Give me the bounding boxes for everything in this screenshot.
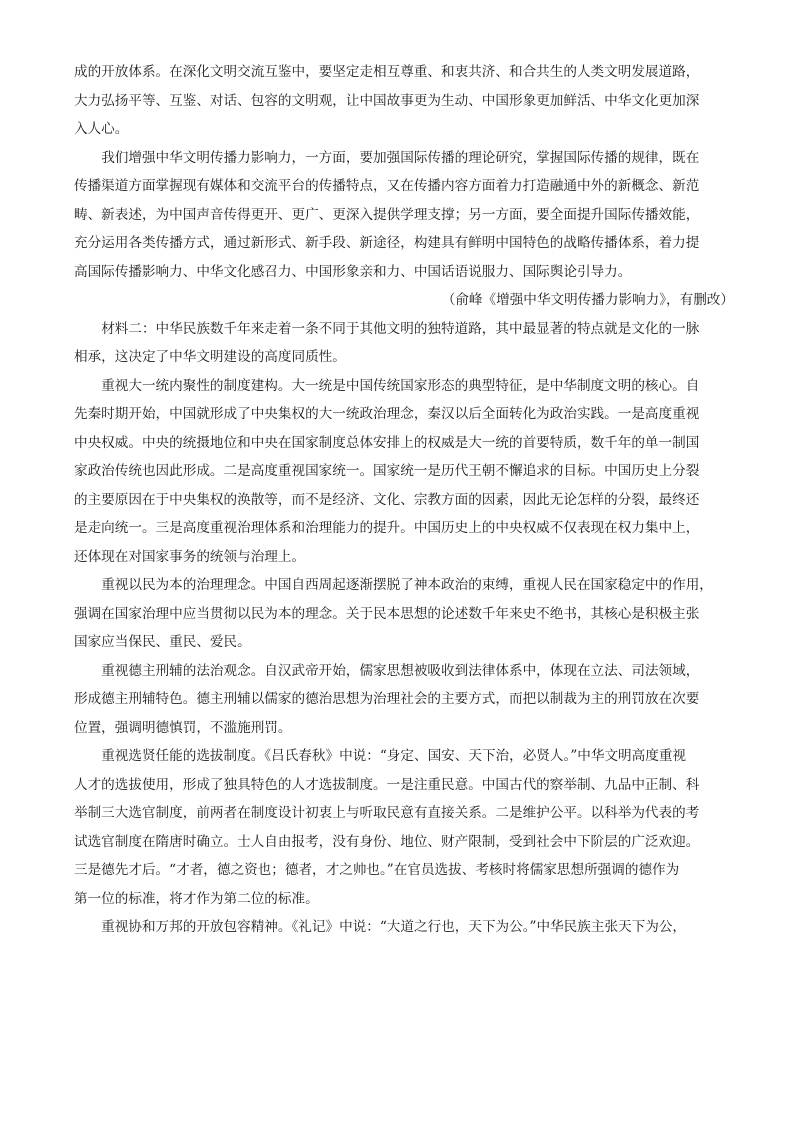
- text-line: 的主要原因在于中央集权的涣散等，而不是经济、文化、宗教方面的因素，因此无论怎样的分裂，最终还: [74, 491, 700, 508]
- paragraph: [74, 657, 734, 743]
- paragraph: [74, 315, 734, 372]
- text-line: 人才的选拔使用，形成了独具特色的人才选拔制度。一是注重民意。中国古代的察举制、九品中正制、科: [74, 776, 700, 793]
- text-line: 重视以民为本的治理理念。中国自西周起逐渐摆脱了神本政治的束缚，重视人民在国家稳定中的作用，: [101, 577, 713, 593]
- text-line: 材料二：中华民族数千年来走着一条不同于其他文明的独特道路，其中最显著的特点就是文化的一脉: [101, 320, 700, 337]
- text-line: 形成德主刑辅特色。德主刑辅以儒家的德治思想为治理社会的主要方式，而把以制裁为主的刑罚放在次要: [74, 691, 700, 707]
- text-line: 传播渠道方面掌握现有媒体和交流平台的传播特点，又在传播内容方面着力打造融通中外的新概念、新范: [74, 178, 700, 194]
- text-line: 先秦时期开始，中国就形成了中央集权的大一统政治理念，秦汉以后全面转化为政治实践。一是高度重视: [74, 406, 700, 422]
- text-line: 入人心。: [74, 121, 129, 137]
- text-line: 国家应当保民、重民、爱民。: [74, 634, 251, 650]
- text-line: 强调在国家治理中应当贯彻以民为本的理念。关于民本思想的论述数千年来史不绝书，其核心是积极主张: [74, 605, 700, 622]
- text-line: 相承，这决定了中华文明建设的高度同质性。: [74, 349, 346, 365]
- text-line: 三是德先才后。“才者，德之资也；德者，才之帅也。”在官员选拔、考核时将儒家思想所强调的德作为: [74, 862, 680, 878]
- citation-line: （俞峰《增强中华文明传播力影响力》，有删改）: [441, 292, 734, 308]
- text-line: 试选官制度在隋唐时确立。士人自由报考，没有身份、地位、财产限制，受到社会中下阶层的广泛欢迎。: [74, 833, 700, 850]
- paragraph: [74, 58, 734, 144]
- text-line: 举制三大选官制度，前两者在制度设计初衷上与听取民意有直接关系。二是维护公平。以科举为代表的考: [74, 805, 700, 821]
- text-line: 重视大一统内聚性的制度建构。大一统是中国传统国家形态的典型特征，是中华制度文明的核心。自: [101, 377, 700, 394]
- text-line: 重视德主刑辅的法治观念。自汉武帝开始，儒家思想被吸收到法律体系中，体现在立法、司法领域，: [101, 662, 700, 679]
- citation: [74, 286, 734, 315]
- text-line: 是走向统一。三是高度重视治理体系和治理能力的提升。中国历史上的中央权威不仅表现在权力集中上，: [74, 520, 700, 536]
- text-line: 重视协和万邦的开放包容精神。《礼记》中说：“大道之行也，天下为公。”中华民族主张天下为公，: [101, 919, 687, 935]
- text-line: 还体现在对国家事务的统领与治理上。: [74, 548, 306, 565]
- text-line: 充分运用各类传播方式，通过新形式、新手段、新途径，构建具有鲜明中国特色的战略传播体系，着力提: [74, 235, 700, 251]
- text-line: 大力弘扬平等、互鉴、对话、包容的文明观，让中国故事更为生动、中国形象更加鲜活、中华文化更加深: [74, 92, 700, 109]
- paragraph: [74, 571, 734, 657]
- document-page: [74, 58, 734, 942]
- text-line: 家政治传统也因此形成。二是高度重视国家统一。国家统一是历代王朝不懈追求的目标。中国历史上分裂: [74, 463, 700, 479]
- text-line: 中央权威。中央的统摄地位和中央在国家制度总体安排上的权威是大一统的首要特质，数千年的单一制国: [74, 434, 700, 451]
- text-line: 高国际传播影响力、中华文化感召力、中国形象亲和力、中国话语说服力、国际舆论引导力。: [74, 263, 632, 280]
- text-line: 位置，强调明德慎罚，不滥施刑罚。: [74, 719, 292, 736]
- text-line: 我们增强中华文明传播力影响力，一方面，要加强国际传播的理论研究，掌握国际传播的规律，既在: [101, 149, 700, 166]
- paragraph: [74, 742, 734, 913]
- paragraph: [74, 372, 734, 572]
- text-line: 第一位的标准，将才作为第二位的标准。: [74, 890, 319, 907]
- paragraph: [74, 913, 734, 942]
- paragraph: [74, 144, 734, 287]
- text-line: 成的开放体系。在深化文明交流互鉴中，要坚定走相互尊重、和衷共济、和合共生的人类文明发展道路，: [74, 64, 700, 80]
- text-line: 重视选贤任能的选拔制度。《吕氏春秋》中说：“身定、国安、天下治，必贤人。”中华文明高度重视: [101, 748, 687, 764]
- text-line: 畴、新表述，为中国声音传得更开、更广、更深入提供学理支撑；另一方面，要全面提升国际传播效能，: [74, 206, 700, 223]
